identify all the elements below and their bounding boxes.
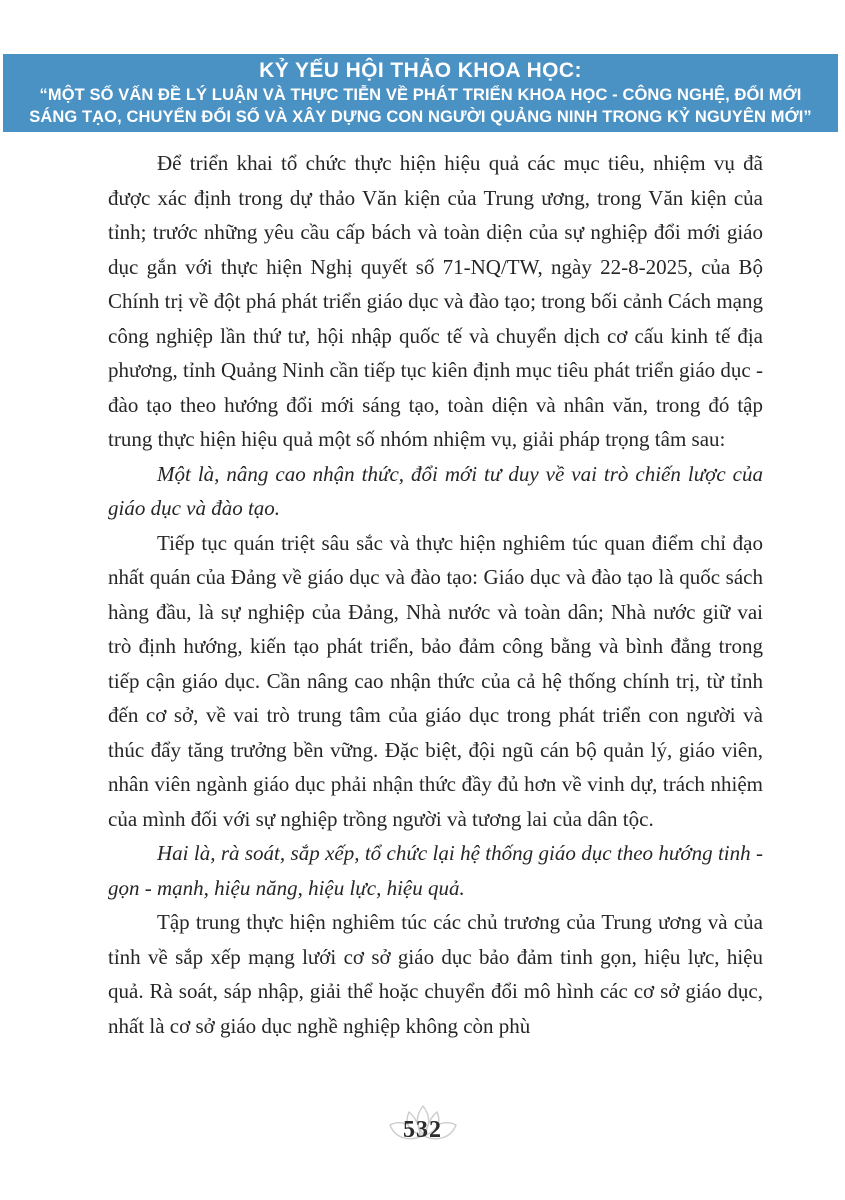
header-subtitle-line-2: SÁNG TẠO, CHUYỂN ĐỔI SỐ VÀ XÂY DỰNG CON NGƯỜI QUẢNG NINH TRONG KỶ NGUYÊN MỚI” bbox=[29, 108, 812, 126]
paragraph: Một là, nâng cao nhận thức, đổi mới tư duy về vai trò chiến lược của giáo dục và đào tạo. bbox=[108, 461, 763, 520]
page-footer bbox=[0, 1104, 845, 1152]
header-subtitle-line-1: “MỘT SỐ VẤN ĐỀ LÝ LUẬN VÀ THỰC TIỄN VỀ PHÁT TRIỂN KHOA HỌC - CÔNG NGHỆ, ĐỔI MỚI bbox=[39, 86, 802, 104]
paragraph: Hai là, rà soát, sắp xếp, tổ chức lại hệ thống giáo dục theo hướng tinh - gọn - mạnh, hiệu năng, hiệu lực, hiệu quả. bbox=[108, 841, 763, 900]
header-title: KỶ YẾU HỘI THẢO KHOA HỌC: bbox=[259, 59, 582, 82]
paragraph: Tập trung thực hiện nghiêm túc các chủ trương của Trung ương và của tỉnh về sắp xếp mạng lưới cơ sở giáo dục bảo đảm tinh gọn, hiệu lực, hiệu quả. Rà soát, sáp nhập, giải thể hoặc chuyển đổi mô hình các cơ sở giáo dục, nhất là cơ sở giáo dục nghề nghiệp không còn phù bbox=[108, 910, 763, 1038]
paragraph: Để triển khai tổ chức thực hiện hiệu quả các mục tiêu, nhiệm vụ đã được xác định trong dự thảo Văn kiện của Trung ương, trong Văn kiện của tỉnh; trước những yêu cầu cấp bách và toàn diện của sự nghiệp đổi mới giáo dục gắn với thực hiện Nghị quyết số 71-NQ/TW, ngày 22-8-2025, của Bộ Chính trị về đột phá phát triển giáo dục và đào tạo; trong bối cảnh Cách mạng công nghiệp lần thứ tư, hội nhập quốc tế và chuyển dịch cơ cấu kinh tế địa phương, tỉnh Quảng Ninh cần tiếp tục kiên định mục tiêu phát triển giáo dục - đào tạo theo hướng đổi mới sáng tạo, toàn diện và nhân văn, trong đó tập trung thực hiện hiệu quả một số nhóm nhiệm vụ, giải pháp trọng tâm sau: bbox=[108, 151, 763, 451]
body-text bbox=[108, 146, 763, 1043]
page-number: 532 bbox=[403, 1117, 442, 1143]
footer-ornament bbox=[387, 1104, 459, 1152]
conference-header-banner bbox=[3, 54, 838, 132]
paragraph: Tiếp tục quán triệt sâu sắc và thực hiện nghiêm túc quan điểm chỉ đạo nhất quán của Đảng về giáo dục và đào tạo: Giáo dục và đào tạo là quốc sách hàng đầu, là sự nghiệp của Đảng, Nhà nước và toàn dân; Nhà nước giữ vai trò định hướng, kiến tạo phát triển, bảo đảm công bằng và bình đẳng trong tiếp cận giáo dục. Cần nâng cao nhận thức của cả hệ thống chính trị, từ tỉnh đến cơ sở, về vai trò trung tâm của giáo dục trong phát triển con người và thúc đẩy tăng trưởng bền vững. Đặc biệt, đội ngũ cán bộ quản lý, giáo viên, nhân viên ngành giáo dục phải nhận thức đầy đủ hơn về vinh dự, trách nhiệm của mình đối với sự nghiệp trồng người và tương lai của dân tộc. bbox=[108, 530, 763, 831]
